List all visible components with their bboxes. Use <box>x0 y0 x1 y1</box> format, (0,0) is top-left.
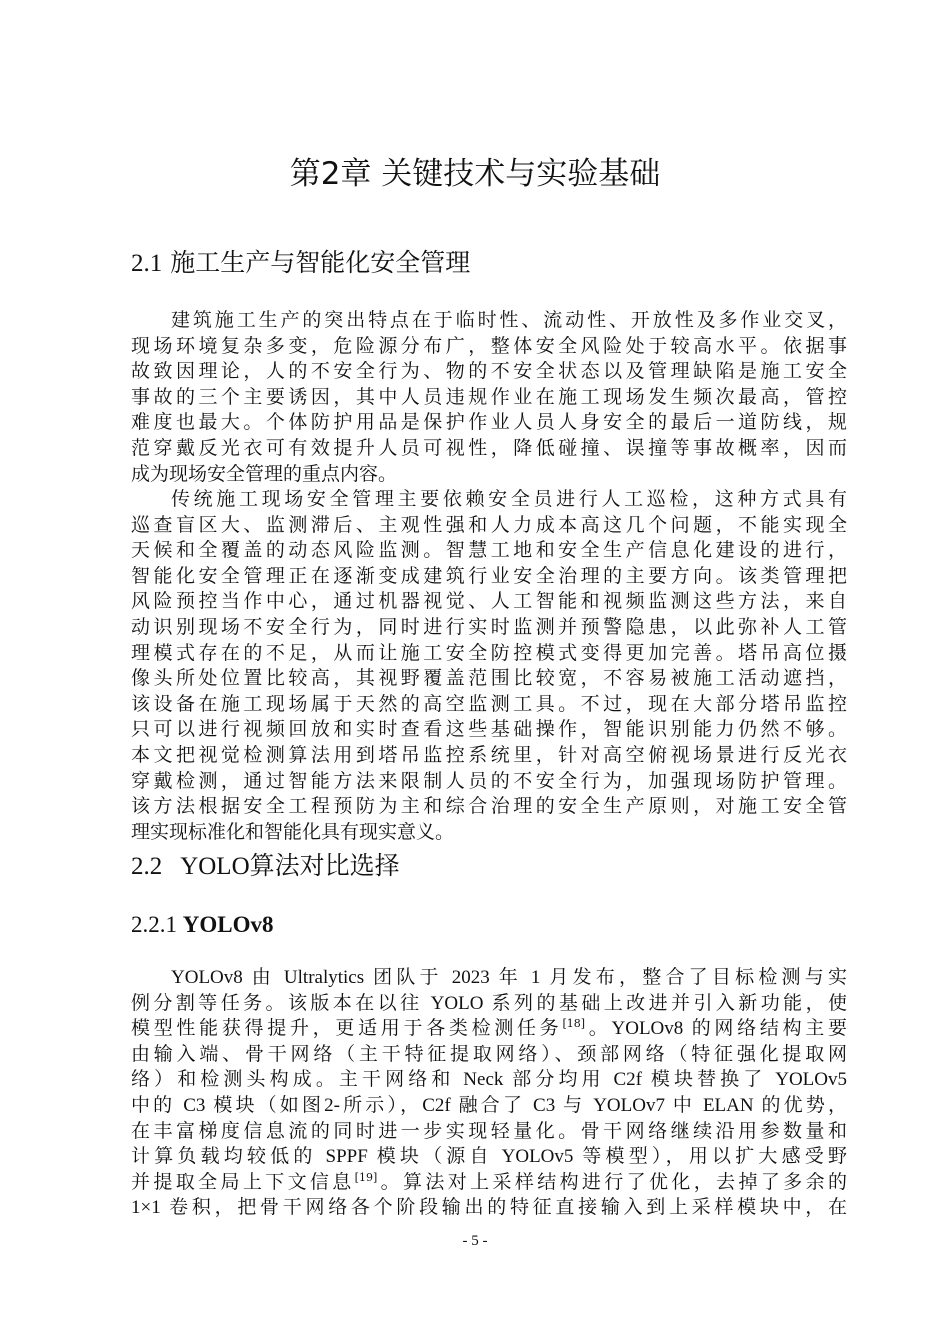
text-run: 1×1 卷积，把骨干网络各个阶段输出的特征直接输入到上采样模块中，在 <box>131 1197 847 1219</box>
text-line: 只可以进行视频回放和实时查看这些基础操作，智能识别能力仍然不够。 <box>131 718 847 741</box>
text-line: 难度也最大。个体防护用品是保护作业人员人身安全的最后一道防线，规 <box>131 411 847 434</box>
text-run: 例分割等任务。该版本在以往 YOLO 系列的基础上改进并引入新功能，使 <box>131 992 847 1014</box>
text-run: 模型性能获得提升，更适用于各类检测任务 <box>131 1018 563 1040</box>
paragraph-construction-safety <box>131 308 847 487</box>
text-line: 理模式存在的不足，从而让施工安全防控模式变得更加完善。塔吊高位摄 <box>131 641 847 664</box>
section-number: 2.2 <box>131 853 163 880</box>
subsection-title: YOLOv8 <box>182 912 274 937</box>
paragraph-intelligent-management <box>131 487 847 845</box>
text-run: 。算法对上采样结构进行了优化，去掉了多余的 <box>377 1171 847 1193</box>
page-number: - 5 - <box>462 1233 488 1249</box>
section-title: 算法对比选择 <box>249 851 400 880</box>
text-line <box>131 1170 847 1196</box>
section-heading-2-1 <box>131 245 470 282</box>
text-line: 巡查盲区大、监测滞后、主观性强和人力成本高这几个问题，不能实现全 <box>131 513 847 536</box>
section-title: 施工生产与智能化安全管理 <box>170 248 471 277</box>
text-run: 。YOLOv8 的网络结构主要 <box>585 1018 847 1040</box>
text-run: YOLOv8 由 Ultralytics 团队于 2023 年 1 月发布，整合了目标检测与实 <box>171 967 847 988</box>
subsection-number: 2.2.1 <box>131 912 177 937</box>
section-number: 2.1 <box>131 250 163 277</box>
text-line: 天候和全覆盖的动态风险监测。智慧工地和安全生产信息化建设的进行， <box>131 539 847 562</box>
text-line <box>131 1195 847 1221</box>
text-line: 该方法根据安全工程预防为主和综合治理的安全生产原则，对施工安全管 <box>131 795 847 818</box>
text-line: 像头所处位置比较高，其视野覆盖范围比较宽，不容易被施工活动遮挡， <box>131 667 847 690</box>
text-line: 故致因理论，人的不安全行为、物的不安全状态以及管理缺陷是施工安全 <box>131 360 847 383</box>
text-run: 中的 C3 模块（如图2-所示），C2f 融合了 C3 与 YOLOv7 中 ELAN 的优势， <box>131 1094 847 1116</box>
citation-18[interactable]: [18] <box>562 1017 586 1031</box>
text-run: 并提取全局上下文信息 <box>131 1171 355 1193</box>
text-line: 动识别现场不安全行为，同时进行实时监测并预警隐患，以此弥补人工管 <box>131 615 847 638</box>
text-line <box>131 1119 847 1145</box>
text-line: 穿戴检测，通过智能方法来限制人员的不安全行为，加强现场防护管理。 <box>131 769 847 792</box>
text-line: 智能化安全管理正在逐渐变成建筑行业安全治理的主要方向。该类管理把 <box>131 564 847 587</box>
text-line: 事故的三个主要诱因，其中人员违规作业在施工现场发生频次最高，管控 <box>131 385 847 408</box>
text-run: 计算负载均较低的 SPPF 模块（源自 YOLOv5 等模型），用以扩大感受野 <box>131 1146 847 1168</box>
text-run: 在丰富梯度信息流的同时进一步实现轻量化。骨干网络继续沿用参数量和 <box>131 1120 847 1142</box>
section-heading-2-2 <box>131 848 400 885</box>
text-line: 本文把视觉检测算法用到塔吊监控系统里，针对高空俯视场景进行反光衣 <box>131 743 847 766</box>
text-line <box>131 1042 847 1068</box>
text-line: 建筑施工生产的突出特点在于临时性、流动性、开放性及多作业交叉， <box>171 309 847 331</box>
text-line: 传统施工现场安全管理主要依赖安全员进行人工巡检，这种方式具有 <box>171 488 847 510</box>
text-line <box>131 991 847 1017</box>
citation-19[interactable]: [19] <box>354 1170 378 1184</box>
text-line: 理实现标准化和智能化具有现实意义。 <box>131 820 455 843</box>
text-line <box>131 1093 847 1119</box>
text-run: 由输入端、骨干网络（主干特征提取网络）、颈部网络（特征强化提取网 <box>131 1043 847 1065</box>
text-line: 范穿戴反光衣可有效提升人员可视性，降低碰撞、误撞等事故概率，因而 <box>131 436 847 459</box>
paragraph-yolov8 <box>131 965 847 1221</box>
text-line <box>131 1144 847 1170</box>
text-run: 络）和检测头构成。主干网络和 Neck 部分均用 C2f 模块替换了 YOLOv5 <box>131 1069 847 1091</box>
text-line: 该设备在施工现场属于天然的高空监测工具。不过，现在大部分塔吊监控 <box>131 692 847 715</box>
text-line <box>131 1067 847 1093</box>
section-title-latin: YOLO <box>180 853 250 880</box>
text-line: 现场环境复杂多变，危险源分布广，整体安全风险处于较高水平。依据事 <box>131 334 847 357</box>
text-line: 风险预控当作中心，通过机器视觉、人工智能和视频监测这些方法，来自 <box>131 590 847 613</box>
subsection-heading-2-2-1 <box>131 909 273 941</box>
text-line: 成为现场安全管理的重点内容。 <box>131 462 398 485</box>
text-line <box>131 1016 847 1042</box>
chapter-title: 第2章 关键技术与实验基础 <box>289 156 661 192</box>
text-line <box>131 965 847 991</box>
